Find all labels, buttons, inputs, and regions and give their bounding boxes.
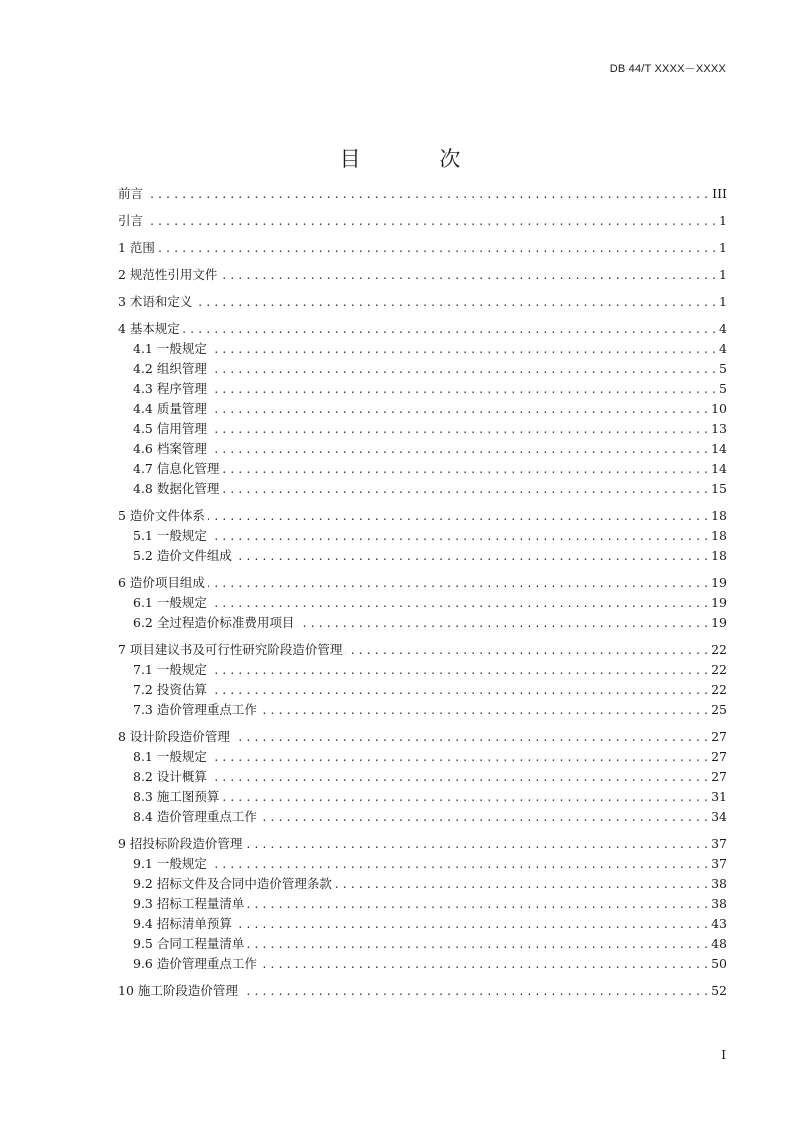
toc-entry-page: 37: [707, 834, 727, 854]
toc-entry-page: 25: [707, 700, 727, 720]
toc-entry-page: 18: [707, 506, 727, 526]
toc-entry-page: 1: [715, 292, 727, 312]
toc-entry-page: 10: [707, 399, 727, 419]
toc-entry-page: 27: [707, 727, 727, 747]
toc-entry-label: 7.2 投资估算: [118, 682, 210, 697]
toc-entry-page: 18: [707, 526, 727, 546]
toc-entry[interactable]: [118, 787, 727, 807]
document-code: DB 44/T XXXX－XXXX: [609, 63, 726, 75]
toc-entry-page: 19: [707, 573, 727, 593]
toc-entry[interactable]: [118, 934, 727, 954]
toc-entry-page: 14: [707, 459, 727, 479]
toc-entry-label: 4 基本规定: [118, 321, 183, 336]
toc-entry-label: 7.1 一般规定: [118, 662, 210, 677]
toc-entry[interactable]: [118, 807, 727, 827]
toc-entry-label: 7.3 造价管理重点工作: [118, 702, 260, 717]
toc-entry[interactable]: [118, 854, 727, 874]
toc-entry-page: 14: [707, 439, 727, 459]
toc-entry[interactable]: [118, 767, 727, 787]
toc-entry-label: 8.3 施工图预算: [118, 789, 222, 804]
toc-entry-page: 38: [707, 894, 727, 914]
toc-entry-page: 37: [707, 854, 727, 874]
toc-entry[interactable]: [118, 680, 727, 700]
toc-entry-label: 8.4 造价管理重点工作: [118, 809, 260, 824]
toc-entry[interactable]: [118, 439, 727, 459]
toc-entry-label: 9.4 招标清单预算: [118, 916, 235, 931]
toc-entry-page: 43: [707, 914, 727, 934]
toc-entry-page: 34: [707, 807, 727, 827]
toc-entry-page: 31: [707, 787, 727, 807]
toc-entry-label: 4.6 档案管理: [118, 441, 210, 456]
toc-entry-label: 前言: [118, 186, 146, 201]
toc-entry[interactable]: [118, 894, 727, 914]
toc-entry-page: 19: [707, 613, 727, 633]
toc-entry-page: III: [708, 184, 727, 204]
toc-entry-page: 22: [707, 660, 727, 680]
toc-entry[interactable]: [118, 640, 727, 660]
toc-entry[interactable]: [118, 211, 727, 231]
toc-entry[interactable]: [118, 613, 727, 633]
toc-entry-label: 9 招投标阶段造价管理: [118, 836, 245, 851]
toc-entry-page: 4: [715, 319, 727, 339]
toc-entry-label: 9.6 造价管理重点工作: [118, 956, 260, 971]
toc-entry-label: 4.1 一般规定: [118, 341, 210, 356]
toc-entry[interactable]: [118, 238, 727, 258]
toc-entry-page: 19: [707, 593, 727, 613]
toc-entry-page: 52: [707, 981, 727, 1001]
page-number: I: [721, 1048, 726, 1062]
toc-entry[interactable]: [118, 834, 727, 854]
toc-entry[interactable]: [118, 593, 727, 613]
toc-entry[interactable]: [118, 981, 727, 1001]
toc-entry-page: 15: [707, 479, 727, 499]
toc-entry-page: 22: [707, 680, 727, 700]
toc-entry-label: 9.1 一般规定: [118, 856, 210, 871]
toc-entry-page: 1: [715, 265, 727, 285]
toc-entry[interactable]: [118, 546, 727, 566]
toc-entry-label: 3 术语和定义: [118, 294, 195, 309]
table-of-contents: [118, 184, 727, 1001]
toc-entry-label: 9.2 招标文件及合同中造价管理条款: [118, 876, 335, 891]
toc-entry-page: 38: [707, 874, 727, 894]
toc-entry[interactable]: [118, 459, 727, 479]
toc-entry-label: 9.3 招标工程量清单: [118, 896, 247, 911]
toc-entry-label: 10 施工阶段造价管理: [118, 983, 241, 998]
toc-entry-label: 4.3 程序管理: [118, 381, 210, 396]
toc-entry[interactable]: [118, 874, 727, 894]
toc-entry-page: 27: [707, 767, 727, 787]
toc-entry[interactable]: [118, 265, 727, 285]
toc-entry[interactable]: [118, 506, 727, 526]
toc-entry[interactable]: [118, 319, 727, 339]
toc-entry[interactable]: [118, 184, 727, 204]
toc-entry-label: 4.8 数据化管理: [118, 481, 222, 496]
toc-entry[interactable]: [118, 359, 727, 379]
toc-entry-label: 8.2 设计概算: [118, 769, 210, 784]
toc-entry-page: 5: [715, 359, 727, 379]
toc-entry-page: 4: [715, 339, 727, 359]
toc-entry[interactable]: [118, 954, 727, 974]
toc-entry-page: 5: [715, 379, 727, 399]
toc-entry-page: 27: [707, 747, 727, 767]
toc-entry[interactable]: [118, 573, 727, 593]
toc-entry[interactable]: [118, 660, 727, 680]
toc-entry[interactable]: [118, 526, 727, 546]
toc-entry[interactable]: [118, 747, 727, 767]
toc-entry-label: 6 造价项目组成: [118, 575, 208, 590]
toc-entry-page: 50: [707, 954, 727, 974]
toc-entry-label: 5.1 一般规定: [118, 528, 210, 543]
toc-entry-label: 引言: [118, 213, 146, 228]
toc-entry-label: 4.2 组织管理: [118, 361, 210, 376]
toc-entry[interactable]: [118, 479, 727, 499]
toc-entry-page: 18: [707, 546, 727, 566]
toc-entry-label: 5 造价文件体系: [118, 508, 208, 523]
page-title: 目 次: [339, 147, 497, 171]
toc-entry[interactable]: [118, 700, 727, 720]
toc-entry-label: 7 项目建议书及可行性研究阶段造价管理: [118, 642, 345, 657]
toc-entry-label: 1 范围: [118, 240, 158, 255]
toc-entry-label: 6.2 全过程造价标准费用项目: [118, 615, 297, 630]
toc-entry[interactable]: [118, 419, 727, 439]
toc-entry-label: 9.5 合同工程量清单: [118, 936, 247, 951]
toc-entry[interactable]: [118, 339, 727, 359]
toc-entry[interactable]: [118, 914, 727, 934]
toc-entry-label: 8.1 一般规定: [118, 749, 210, 764]
toc-entry-label: 2 规范性引用文件: [118, 267, 220, 282]
toc-entry-label: 4.7 信息化管理: [118, 461, 222, 476]
toc-entry[interactable]: [118, 399, 727, 419]
toc-entry-label: 4.5 信用管理: [118, 421, 210, 436]
toc-entry[interactable]: [118, 379, 727, 399]
toc-entry-label: 5.2 造价文件组成: [118, 548, 235, 563]
toc-entry-page: 1: [715, 238, 727, 258]
toc-entry-page: 1: [715, 211, 727, 231]
toc-entry[interactable]: [118, 727, 727, 747]
toc-entry[interactable]: [118, 292, 727, 312]
toc-entry-label: 8 设计阶段造价管理: [118, 729, 233, 744]
toc-entry-label: 4.4 质量管理: [118, 401, 210, 416]
toc-entry-page: 22: [707, 640, 727, 660]
toc-entry-page: 13: [707, 419, 727, 439]
toc-entry-page: 48: [707, 934, 727, 954]
toc-entry-label: 6.1 一般规定: [118, 595, 210, 610]
